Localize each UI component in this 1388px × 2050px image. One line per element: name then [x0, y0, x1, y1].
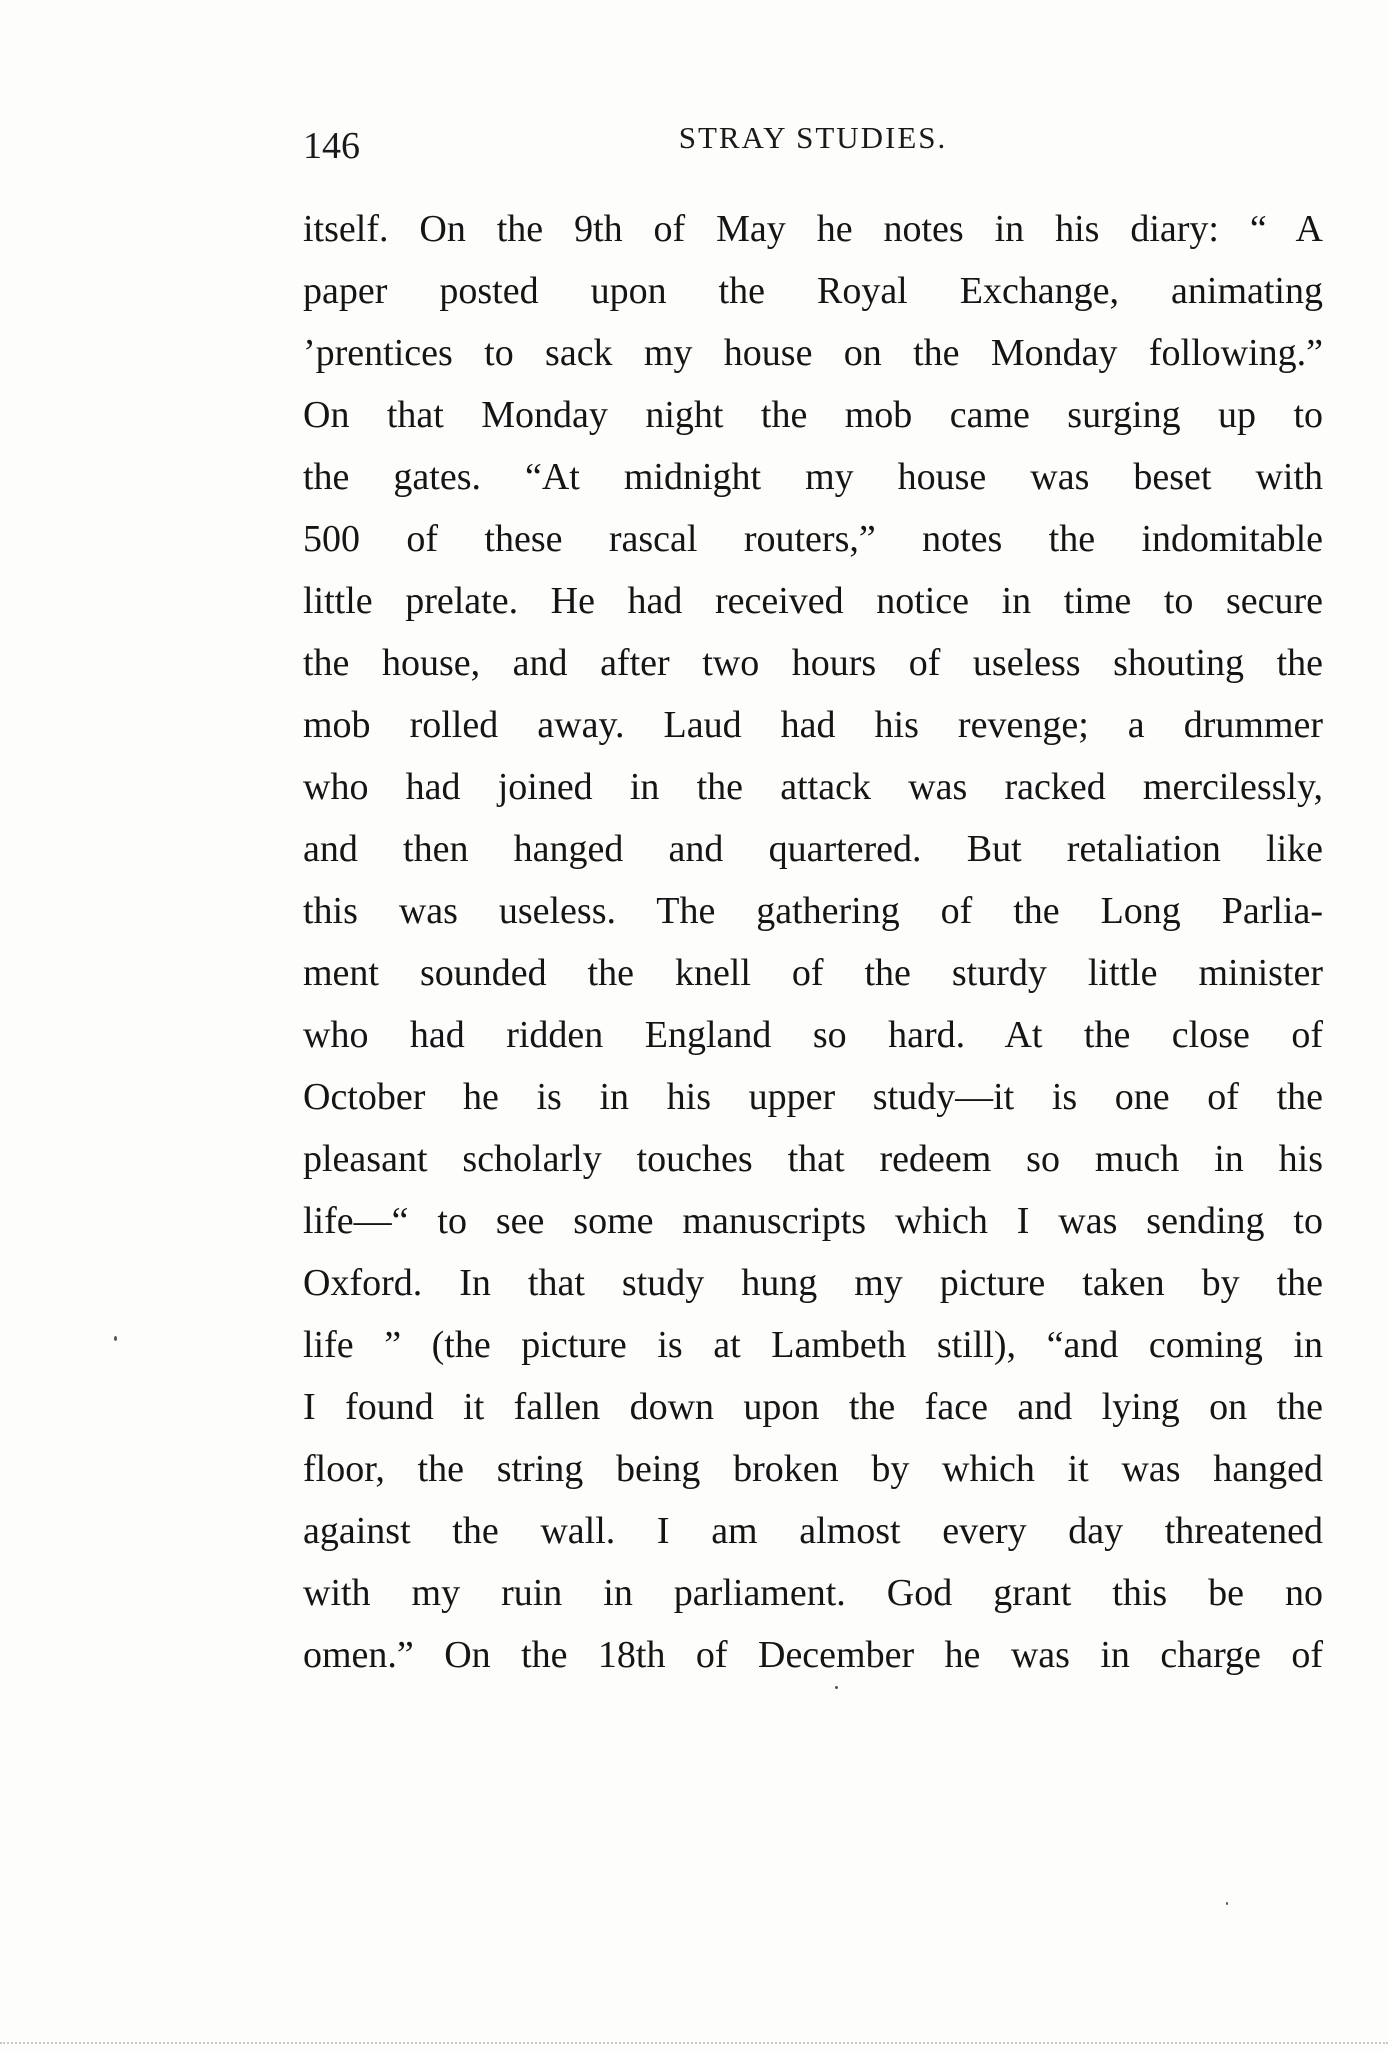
text-line: the gates. “At midnight my house was beset with	[303, 456, 1323, 498]
scan-edge	[0, 2042, 1388, 2044]
page-number: 146	[303, 125, 360, 167]
text-line: omen.” On the 18th of December he was in charge of	[303, 1634, 1323, 1676]
text-line: Oxford. In that study hung my picture taken by the	[303, 1262, 1323, 1304]
scan-speck	[114, 1336, 117, 1341]
text-line: On that Monday night the mob came surging up to	[303, 394, 1323, 436]
text-line: 500 of these rascal routers,” notes the indomitable	[303, 518, 1323, 560]
text-line: I found it fallen down upon the face and lying on the	[303, 1386, 1323, 1428]
text-line: this was useless. The gathering of the Long Parlia-	[303, 890, 1323, 932]
running-head	[303, 118, 1323, 178]
text-line: the house, and after two hours of useless shouting the	[303, 642, 1323, 684]
text-line: life ” (the picture is at Lambeth still), “and coming in	[303, 1324, 1323, 1366]
text-line: itself. On the 9th of May he notes in his diary: “ A	[303, 208, 1323, 250]
scan-speck	[1226, 1902, 1228, 1905]
text-line: with my ruin in parliament. God grant this be no	[303, 1572, 1323, 1614]
text-line: mob rolled away. Laud had his revenge; a drummer	[303, 704, 1323, 746]
text-line: ment sounded the knell of the sturdy little minister	[303, 952, 1323, 994]
text-line: life—“ to see some manuscripts which I was sending to	[303, 1200, 1323, 1242]
running-title: STRAY STUDIES.	[678, 120, 948, 155]
scan-speck	[835, 1686, 838, 1689]
text-line: who had joined in the attack was racked mercilessly,	[303, 766, 1323, 808]
text-line: paper posted upon the Royal Exchange, animating	[303, 270, 1323, 312]
text-line: little prelate. He had received notice in time to secure	[303, 580, 1323, 622]
text-line: against the wall. I am almost every day threatened	[303, 1510, 1323, 1552]
text-line: ’prentices to sack my house on the Monday following.”	[303, 332, 1323, 374]
body-text	[303, 198, 1323, 1686]
text-line: floor, the string being broken by which it was hanged	[303, 1448, 1323, 1490]
text-line: and then hanged and quartered. But retaliation like	[303, 828, 1323, 870]
text-line: pleasant scholarly touches that redeem so much in his	[303, 1138, 1323, 1180]
text-line: who had ridden England so hard. At the close of	[303, 1014, 1323, 1056]
text-line: October he is in his upper study—it is one of the	[303, 1076, 1323, 1118]
